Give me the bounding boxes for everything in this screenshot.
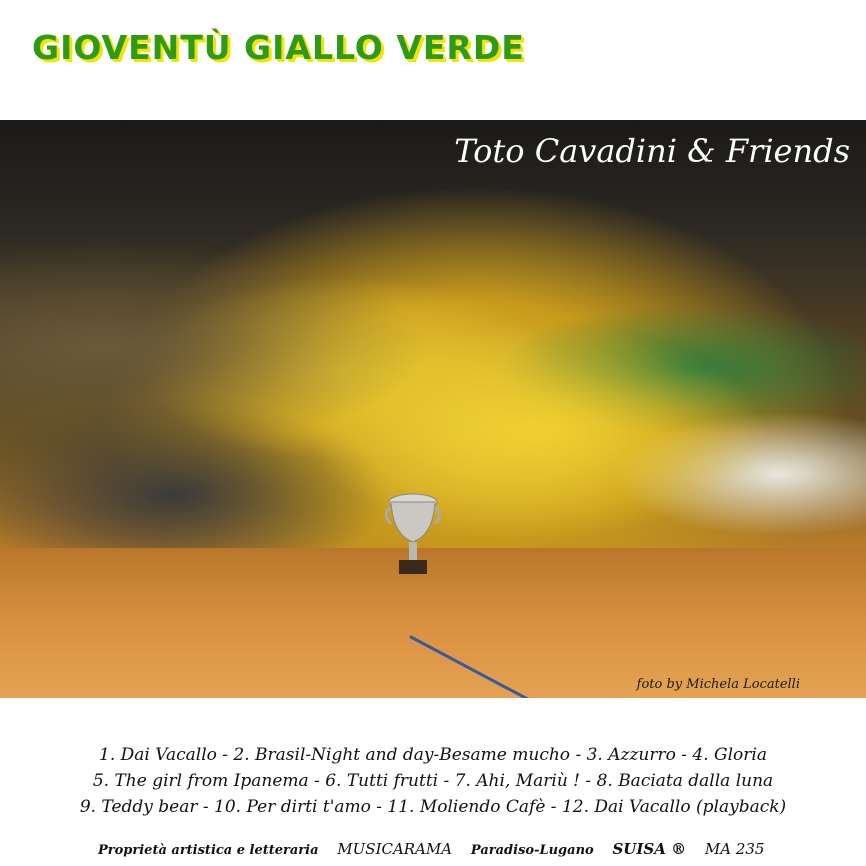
trophy-icon <box>385 490 441 580</box>
team-photo <box>0 120 866 698</box>
photo-caption: Toto Cavadini & Friends <box>454 132 850 170</box>
tracklist-line: 9. Teddy bear - 10. Per dirti t'amo - 11. Moliendo Cafè - 12. Dai Vacallo (playback) <box>79 797 787 817</box>
publisher: MUSICARAMA <box>337 840 453 858</box>
photo-credit: foto by Michela Locatelli <box>636 677 800 692</box>
footer <box>98 840 778 858</box>
publisher-location: Paradiso-Lugano <box>470 843 594 858</box>
tracklist <box>0 742 866 820</box>
tracklist-line: 5. The girl from Ipanema - 6. Tutti frutti - 7. Ahi, Mariù ! - 8. Baciata dalla luna <box>92 771 774 791</box>
album-title: GIOVENTÙ GIALLO VERDE <box>32 28 525 67</box>
catalog-number: MA 235 <box>704 840 765 858</box>
rights-notice: Proprietà artistica e letteraria <box>98 843 319 858</box>
society: SUISA ® <box>612 840 687 858</box>
tracklist-line: 1. Dai Vacallo - 2. Brasil-Night and day-Besame mucho - 3. Azzurro - 4. Gloria <box>99 745 767 765</box>
